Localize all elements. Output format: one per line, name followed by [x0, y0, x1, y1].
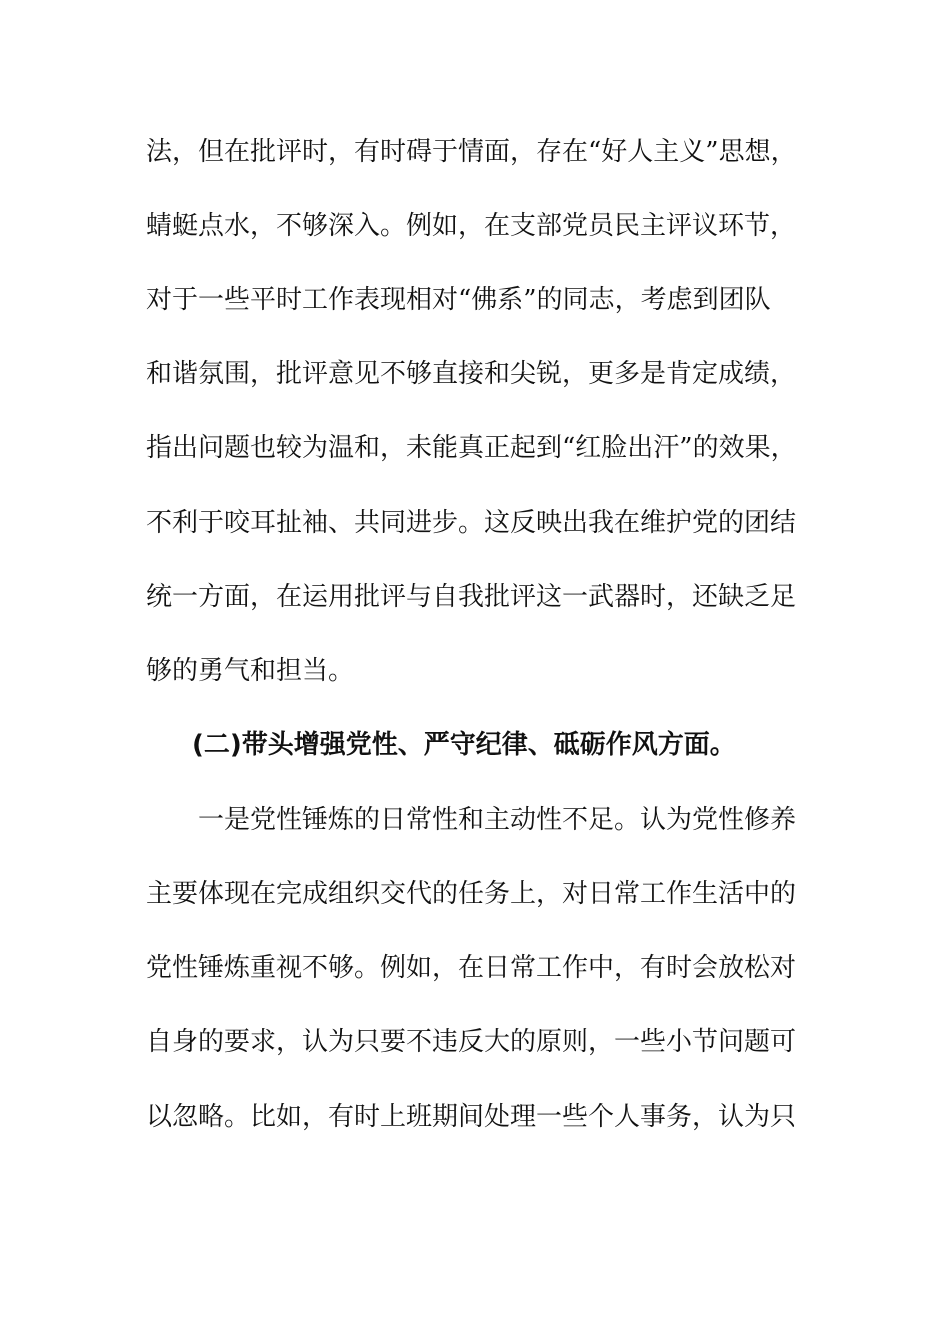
paragraph-line: 主要体现在完成组织交代的任务上，对日常工作生活中的	[146, 879, 797, 909]
section-heading: (二)带头增强党性、严守纪律、砥砺作风方面。	[192, 730, 736, 760]
paragraph-line: 蜻蜓点水，不够深入。例如，在支部党员民主评议环节，	[146, 211, 797, 241]
paragraph-line: 对于一些平时工作表现相对“佛系”的同志，考虑到团队	[146, 285, 771, 315]
paragraph-line: 统一方面，在运用批评与自我批评这一武器时，还缺乏足	[146, 582, 797, 612]
paragraph-line: 够的勇气和担当。	[146, 656, 355, 686]
paragraph-line: 以忽略。比如，有时上班期间处理一些个人事务，认为只	[146, 1102, 797, 1132]
paragraph-line: 一是党性锤炼的日常性和主动性不足。认为党性修养	[198, 805, 797, 835]
paragraph-line: 和谐氛围，批评意见不够直接和尖锐，更多是肯定成绩，	[146, 359, 797, 389]
paragraph-line: 党性锤炼重视不够。例如，在日常工作中，有时会放松对	[146, 953, 797, 983]
paragraph-line: 指出问题也较为温和，未能真正起到“红脸出汗”的效果，	[146, 433, 797, 463]
paragraph-line: 自身的要求，认为只要不违反大的原则，一些小节问题可	[146, 1027, 797, 1057]
paragraph-line: 法，但在批评时，有时碍于情面，存在“好人主义”思想，	[146, 137, 797, 167]
paragraph-line: 不利于咬耳扯袖、共同进步。这反映出我在维护党的团结	[146, 508, 797, 538]
